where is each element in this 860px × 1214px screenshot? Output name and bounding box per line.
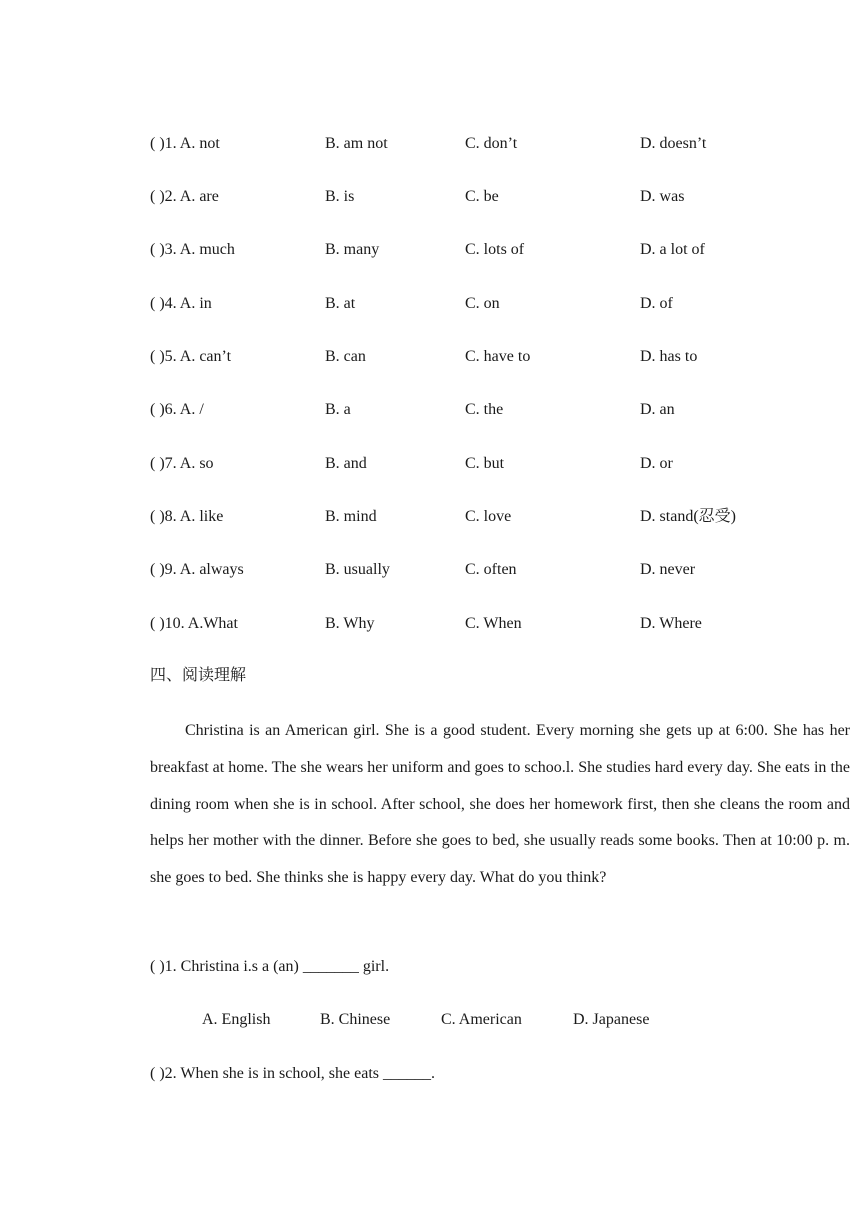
mcq-option-d: D. has to (640, 348, 698, 365)
mcq-option-d: D. doesn’t (640, 135, 707, 152)
mcq-row-1 (0, 132, 860, 156)
mcq-option-d: D. Where (640, 615, 702, 632)
mcq-row-7 (0, 452, 860, 476)
reading-question-1: ( )1. Christina i.s a (an) _______ girl. (150, 958, 390, 975)
mcq-option-b: B. mind (325, 508, 377, 525)
mcq-option-a: ( )2. A. are (150, 188, 219, 205)
mcq-option-d: D. stand(忍受) (640, 508, 736, 525)
mcq-option-a: ( )3. A. much (150, 241, 235, 258)
mcq-row-5 (0, 345, 860, 369)
mcq-option-d: D. an (640, 401, 675, 418)
mcq-option-b: B. and (325, 455, 367, 472)
mcq-row-2 (0, 185, 860, 209)
mcq-option-d: D. or (640, 455, 673, 472)
mcq-option-d: D. a lot of (640, 241, 705, 258)
mcq-option-b: B. at (325, 295, 356, 312)
mcq-option-b: B. Why (325, 615, 375, 632)
reading-passage: Christina is an American girl. She is a good student. Every morning she gets up at 6:00. She has her breakfast at home. The she wears her uniform and goes to schoo.l. She studies hard every day. She eats in the dining room when she is in school. After school, she does her homework first, then she cleans the room and helps her mother with the dinner. Before she goes to bed, she usually reads some books. Then at 10:00 p. m. she goes to bed. She thinks she is happy every day. What do you think? (150, 722, 850, 887)
mcq-row-10 (0, 612, 860, 636)
mcq-option-d: D. never (640, 561, 696, 578)
mcq-option-b: B. many (325, 241, 380, 258)
mcq-option-a: ( )7. A. so (150, 455, 214, 472)
option-b: B. Chinese (320, 1011, 391, 1028)
mcq-option-d: D. of (640, 295, 673, 312)
mcq-option-b: B. usually (325, 561, 390, 578)
mcq-option-c: C. be (465, 188, 499, 205)
option-a: A. English (202, 1011, 271, 1028)
mcq-option-c: C. When (465, 615, 522, 632)
option-c: C. American (441, 1011, 522, 1028)
mcq-row-3 (0, 238, 860, 262)
mcq-option-a: ( )6. A. / (150, 401, 204, 418)
mcq-option-d: D. was (640, 188, 685, 205)
option-d: D. Japanese (573, 1011, 650, 1028)
mcq-option-a: ( )8. A. like (150, 508, 224, 525)
mcq-row-9 (0, 558, 860, 582)
mcq-option-b: B. is (325, 188, 355, 205)
mcq-row-6 (0, 398, 860, 422)
mcq-option-c: C. on (465, 295, 500, 312)
section-heading: 四、阅读理解 (150, 667, 247, 684)
mcq-row-4 (0, 292, 860, 316)
reading-question-2: ( )2. When she is in school, she eats ______. (150, 1065, 435, 1082)
mcq-option-c: C. have to (465, 348, 531, 365)
mcq-option-b: B. a (325, 401, 351, 418)
mcq-option-a: ( )1. A. not (150, 135, 220, 152)
mcq-option-b: B. can (325, 348, 366, 365)
mcq-option-c: C. lots of (465, 241, 525, 258)
mcq-option-b: B. am not (325, 135, 388, 152)
mcq-option-a: ( )9. A. always (150, 561, 244, 578)
mcq-option-c: C. often (465, 561, 517, 578)
reading-question-1-options (0, 1008, 860, 1032)
mcq-option-a: ( )10. A.What (150, 615, 238, 632)
mcq-option-a: ( )5. A. can’t (150, 348, 232, 365)
mcq-option-c: C. the (465, 401, 504, 418)
mcq-option-c: C. don’t (465, 135, 518, 152)
mcq-option-c: C. but (465, 455, 505, 472)
mcq-option-c: C. love (465, 508, 512, 525)
mcq-row-8 (0, 505, 860, 529)
mcq-option-a: ( )4. A. in (150, 295, 212, 312)
